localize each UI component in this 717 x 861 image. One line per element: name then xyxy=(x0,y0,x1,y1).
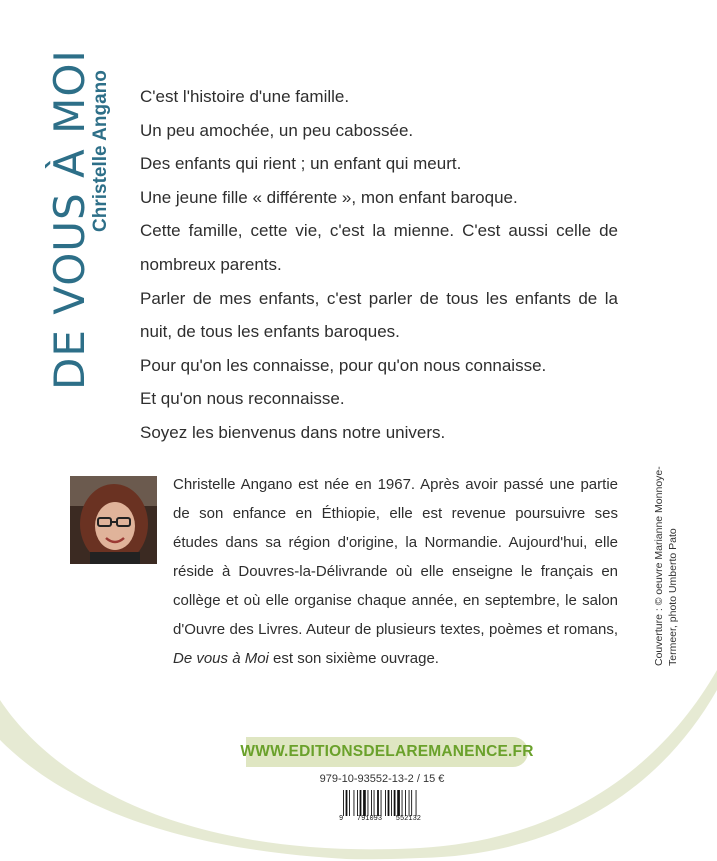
barcode-bar xyxy=(360,790,362,816)
credit-line-1: Couverture : © oeuvre Marianne Monnoye- xyxy=(653,466,665,666)
barcode-bar xyxy=(416,790,417,816)
barcode-bar xyxy=(343,790,344,816)
blurb-line: Pour qu'on les connaisse, pour qu'on nous connaisse. xyxy=(140,355,547,375)
author-name-vertical: Christelle Angano xyxy=(90,70,111,232)
barcode-bar xyxy=(374,790,375,816)
barcode-bar xyxy=(397,790,400,816)
barcode-bar xyxy=(354,790,355,816)
isbn-price: 979-10-93552-13-2 / 15 € xyxy=(319,773,445,785)
barcode-bar xyxy=(381,790,382,816)
book-title-vertical: DE VOUS À MOI xyxy=(45,49,94,390)
barcode-bar xyxy=(411,790,412,816)
barcode-bar xyxy=(363,790,366,816)
barcode-bar xyxy=(385,790,386,816)
barcode-bar xyxy=(357,790,358,816)
blurb-line: Une jeune fille « différente », mon enfant baroque. xyxy=(140,187,518,207)
barcode-digits xyxy=(339,815,421,825)
barcode-bar xyxy=(377,790,379,816)
barcode-bar xyxy=(391,790,392,816)
blurb-line: Cette famille, cette vie, c'est la mienne. C'est aussi celle de nombreux parents. xyxy=(140,221,618,274)
credit-line-2: Termeer, photo Umberto Pato xyxy=(667,528,679,666)
blurb-line: Un peu amochée, un peu cabossée. xyxy=(140,120,414,140)
blurb-line: Et qu'on nous reconnaisse. xyxy=(140,389,345,409)
back-cover-blurb xyxy=(140,80,618,450)
barcode-bar xyxy=(394,790,396,816)
barcode-bar xyxy=(388,790,390,816)
blurb-line: Soyez les bienvenus dans notre univers. xyxy=(140,422,446,442)
cover-credit xyxy=(652,466,680,666)
barcode-bar xyxy=(368,790,369,816)
barcode-digit-group: 9 xyxy=(339,815,344,823)
author-biography xyxy=(140,470,618,673)
barcode-bar xyxy=(402,790,403,816)
barcode-bar xyxy=(405,790,406,816)
barcode-bar xyxy=(349,790,350,816)
blurb-line: Parler de mes enfants, c'est parler de tous les enfants de la nuit, de tous les enfants baroques. xyxy=(140,288,618,342)
blurb-line: Des enfants qui rient ; un enfant qui meurt. xyxy=(140,154,462,174)
barcode-digit-group: 791093 xyxy=(356,815,383,823)
barcode-digit-group: 552132 xyxy=(395,815,421,823)
publisher-website[interactable]: WWW.EDITIONSDELAREMANENCE.FR xyxy=(246,737,528,767)
blurb-line: C'est l'histoire d'une famille. xyxy=(140,87,350,106)
bio-text-end: est son sixième ouvrage. xyxy=(268,650,439,667)
bio-book-title: De vous à Moi xyxy=(173,650,269,667)
barcode-bar xyxy=(409,790,410,816)
barcode-bar xyxy=(346,790,348,816)
bio-text: Christelle Angano est née en 1967. Après avoir passé une partie de son enfance en Éthiopie, elle est revenue poursuivre ses études dans sa région d'origine, la Normandie. Aujourd'hui, elle réside à Douvres-la-Délivrande où elle enseigne le français en collège et où elle organise chaque année, en septembre, le salon d'Ouvre des Livres. Auteur de plusieurs textes, poèmes et romans, xyxy=(173,476,618,638)
barcode-bar xyxy=(371,790,372,816)
